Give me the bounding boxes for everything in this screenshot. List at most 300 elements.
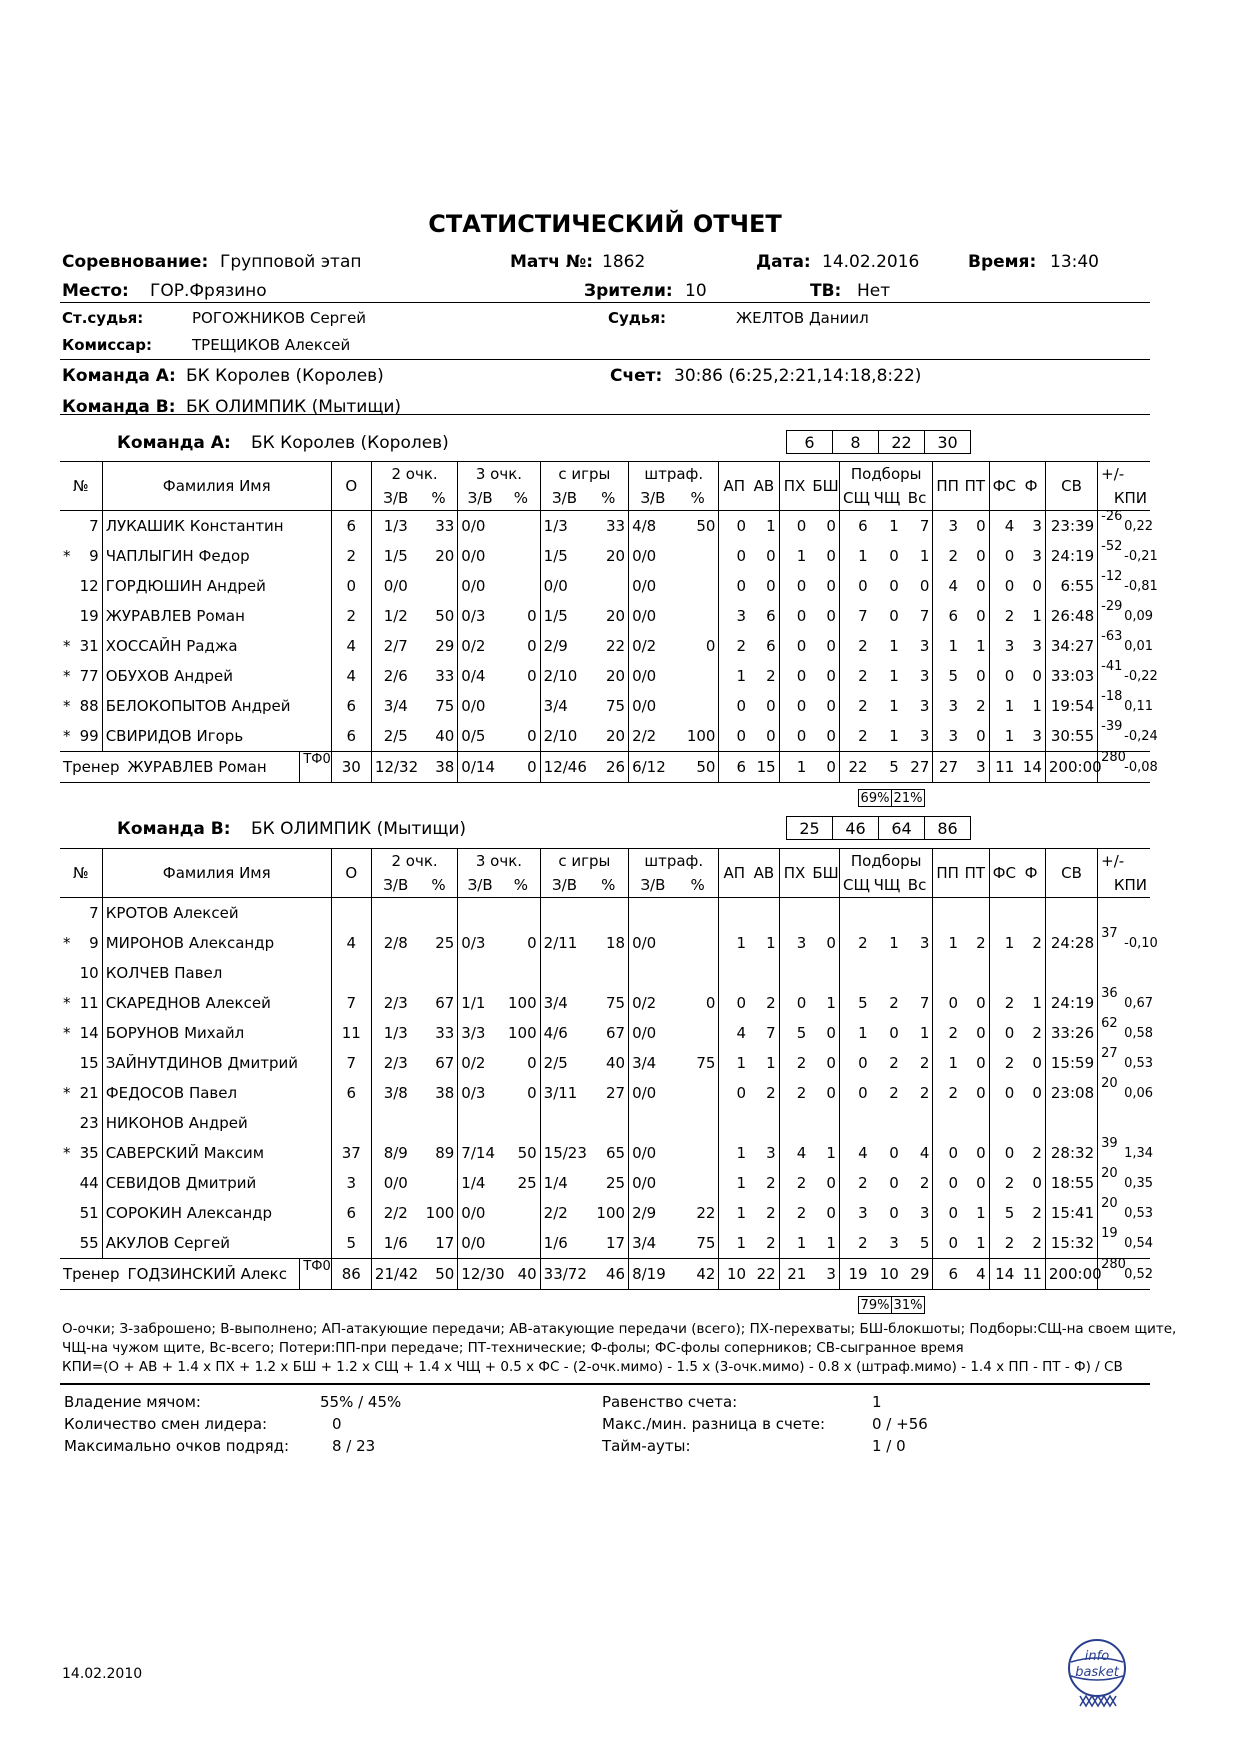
cell-fs — [989, 1108, 1017, 1138]
cell-bsh: 1 — [826, 994, 836, 1012]
team-b-section-name: БК ОЛИМПИК (Мытищи) — [251, 819, 467, 839]
cell-pft — [677, 898, 719, 929]
header-pct: % — [502, 873, 540, 898]
cell-sc: 6 — [839, 511, 870, 542]
team-b-quarter-scores — [786, 816, 970, 840]
cell-pts — [331, 958, 371, 988]
cell-m2: 3/8 — [371, 1078, 419, 1108]
cell-ap: 0 — [719, 511, 749, 542]
team-total-row — [60, 752, 1150, 783]
lead-changes-value: 0 — [332, 1415, 342, 1433]
cell-p2: 40 — [435, 727, 455, 745]
cell-vs: 2 — [919, 1054, 930, 1072]
cell-pfg: 25 — [605, 1174, 626, 1192]
cell-f: 2 — [1032, 934, 1042, 952]
cell-vs: 0 — [919, 577, 930, 595]
header-name: Фамилия Имя — [102, 462, 331, 511]
cell-mft — [629, 958, 677, 988]
total-px: 1 — [779, 752, 809, 783]
header-av: АВ — [749, 462, 779, 511]
header-no: № — [60, 849, 102, 898]
total-pp: 27 — [933, 752, 961, 783]
cell-p2: 67 — [435, 1054, 455, 1072]
cell-px — [779, 898, 809, 929]
cell-pfg — [588, 958, 628, 988]
player-number: 19 — [79, 607, 99, 625]
total-mfg: 12/46 — [540, 752, 588, 783]
header-3pt: 3 очк. — [458, 462, 540, 487]
cell-sc — [839, 1108, 870, 1138]
cell-m2: 3/4 — [371, 691, 419, 721]
cell-pp: 6 — [933, 601, 961, 631]
cell-m2: 1/3 — [371, 1018, 419, 1048]
tv-value: Нет — [857, 281, 891, 301]
kpi: -0,24 — [1124, 729, 1158, 744]
cell-p3: 0 — [527, 934, 537, 952]
cell-ap: 0 — [719, 541, 749, 571]
plus-minus: -39 — [1101, 719, 1123, 734]
total-bsh: 0 — [826, 758, 836, 776]
cell-ch: 2 — [889, 1084, 899, 1102]
cell-ch: 0 — [889, 1144, 899, 1162]
cell-av — [749, 1108, 779, 1138]
cell-m2: 8/9 — [371, 1138, 419, 1168]
cell-bsh: 0 — [826, 607, 836, 625]
cell-ap: 1 — [719, 661, 749, 691]
cell-p2: 29 — [435, 637, 455, 655]
cell-p3: 25 — [517, 1174, 537, 1192]
coach-label: Тренер — [63, 758, 120, 776]
cell-av: 0 — [766, 547, 776, 565]
header-oreb: СЩ — [839, 873, 870, 898]
cell-px: 1 — [779, 1228, 809, 1259]
kpi: 0,58 — [1124, 1026, 1154, 1041]
kpi: -0,22 — [1124, 669, 1158, 684]
cell-px: 2 — [779, 1168, 809, 1198]
cell-sv: 15:41 — [1045, 1198, 1097, 1228]
plus-minus: -26 — [1101, 509, 1123, 524]
tf-value: 0 — [322, 1259, 331, 1274]
cell-px: 2 — [779, 1048, 809, 1078]
cell-m3: 0/0 — [458, 541, 502, 571]
cell-p2 — [420, 1108, 458, 1138]
total-p2: 50 — [435, 1265, 455, 1283]
plus-minus: -63 — [1101, 629, 1123, 644]
header-made-att: З/В — [540, 873, 588, 898]
header-plus-minus: +/- — [1098, 462, 1150, 487]
header-2pt: 2 очк. — [371, 462, 457, 487]
cell-mft: 2/2 — [629, 721, 677, 752]
header-sv: СВ — [1045, 462, 1097, 511]
cell-vs — [902, 1108, 933, 1138]
cell-av: 7 — [766, 1024, 776, 1042]
cell-fs: 2 — [989, 988, 1017, 1018]
cell-pts: 0 — [331, 571, 371, 601]
cell-pt: 0 — [976, 517, 986, 535]
cell-pp — [933, 1108, 961, 1138]
cell-bsh — [809, 958, 839, 988]
cell-sv: 15:32 — [1045, 1228, 1097, 1259]
total-pp: 6 — [933, 1259, 961, 1290]
cell-no — [60, 631, 102, 661]
team-a-oreb-pct: 69% — [858, 789, 892, 807]
cell-fs: 2 — [989, 1168, 1017, 1198]
kpi: -0,81 — [1124, 579, 1158, 594]
total-bsh: 3 — [826, 1265, 836, 1283]
kpi: 0,22 — [1124, 519, 1154, 534]
cell-ch: 1 — [889, 697, 899, 715]
cell-f: 3 — [1032, 637, 1042, 655]
cell-px — [779, 958, 809, 988]
kpi: 1,34 — [1124, 1146, 1154, 1161]
player-number: 12 — [79, 577, 99, 595]
total-fs: 11 — [989, 752, 1017, 783]
cell-pft — [677, 1078, 719, 1108]
team-b-label: Команда В: — [62, 397, 176, 417]
cell-mfg: 3/4 — [540, 988, 588, 1018]
cell-pts: 6 — [331, 1198, 371, 1228]
cell-ch — [871, 898, 902, 929]
player-number: 88 — [79, 697, 99, 715]
cell-pp: 0 — [933, 1228, 961, 1259]
player-row — [60, 691, 1150, 721]
cell-p3: 100 — [508, 1024, 537, 1042]
quarter-score: 64 — [878, 816, 925, 840]
team-a-value: БК Королев (Королев) — [186, 366, 384, 386]
timeouts-value: 1 / 0 — [872, 1437, 906, 1455]
header-made-att: З/В — [371, 486, 419, 511]
cell-p3: 0 — [527, 727, 537, 745]
cell-p3: 100 — [508, 994, 537, 1012]
player-number: 9 — [89, 547, 99, 565]
cell-mfg: 2/2 — [540, 1198, 588, 1228]
cell-px: 1 — [779, 541, 809, 571]
total-pm — [1098, 1257, 1154, 1290]
cell-mfg: 2/5 — [540, 1048, 588, 1078]
cell-pts: 3 — [331, 1168, 371, 1198]
cell-mfg: 1/4 — [540, 1168, 588, 1198]
player-row — [60, 541, 1150, 571]
cell-pp: 1 — [933, 1048, 961, 1078]
header-sv: СВ — [1045, 849, 1097, 898]
starter-mark: * — [63, 1144, 71, 1162]
player-number: 9 — [89, 934, 99, 952]
chief-ref-label: Ст.судья: — [62, 309, 144, 327]
header-kpi: КПИ — [1098, 486, 1150, 511]
cell-sc: 1 — [839, 1018, 870, 1048]
cell-f: 0 — [1032, 1054, 1042, 1072]
cell-no — [60, 721, 102, 752]
header-made-att: З/В — [371, 873, 419, 898]
cell-pm — [1098, 1076, 1154, 1108]
cell-px: 0 — [779, 661, 809, 691]
cell-fs: 2 — [989, 1228, 1017, 1259]
cell-mft: 3/4 — [629, 1048, 677, 1078]
plus-minus: 280 — [1101, 750, 1126, 765]
cell-name: ЛУКАШИК Константин — [102, 511, 331, 542]
coach-cell — [60, 1259, 331, 1290]
cell-no — [60, 1138, 102, 1168]
cell-p3 — [502, 1228, 540, 1259]
cell-m3 — [458, 898, 502, 929]
header-av: АВ — [749, 849, 779, 898]
cell-p2: 75 — [435, 697, 455, 715]
cell-pts — [331, 898, 371, 929]
cell-p2: 20 — [435, 547, 455, 565]
cell-m3: 0/0 — [458, 1228, 502, 1259]
cell-f: 0 — [1032, 667, 1042, 685]
cell-p3 — [502, 1108, 540, 1138]
total-p2: 38 — [435, 758, 455, 776]
info-divider — [60, 302, 1150, 303]
cell-mfg: 4/6 — [540, 1018, 588, 1048]
quarter-score: 46 — [832, 816, 879, 840]
cell-m3: 0/3 — [458, 928, 502, 958]
spectators-value: 10 — [685, 281, 707, 301]
cell-ap: 0 — [719, 1078, 749, 1108]
kpi: 0,52 — [1124, 1267, 1154, 1282]
cell-p2: 33 — [435, 1024, 455, 1042]
cell-mfg: 15/23 — [540, 1138, 588, 1168]
header-pct: % — [677, 486, 719, 511]
player-row — [60, 1078, 1150, 1108]
cell-pts: 4 — [331, 928, 371, 958]
starter-mark: * — [63, 1024, 71, 1042]
player-row — [60, 958, 1150, 988]
cell-pt — [961, 1108, 989, 1138]
cell-pft — [677, 1018, 719, 1048]
legend-line-1: О-очки; З-заброшено; В-выполнено; АП-атакующие передачи; АВ-атакующие передачи (всего); ПХ-перехваты; БШ-блокшоты; Подборы:СЩ-на своем щите, — [62, 1321, 1177, 1337]
header-3pt: 3 очк. — [458, 849, 540, 874]
cell-sv: 18:55 — [1045, 1168, 1097, 1198]
cell-bsh: 0 — [826, 667, 836, 685]
cell-vs: 7 — [919, 607, 930, 625]
cell-sc — [839, 958, 870, 988]
cell-pft: 22 — [696, 1204, 716, 1222]
cell-pfg: 20 — [605, 547, 626, 565]
cell-m2: 2/3 — [371, 1048, 419, 1078]
cell-sc — [839, 898, 870, 929]
cell-m2 — [371, 1108, 419, 1138]
header-oreb: СЩ — [839, 486, 870, 511]
cell-pts: 6 — [331, 511, 371, 542]
date-value: 14.02.2016 — [822, 252, 920, 272]
cell-pt: 1 — [976, 1204, 986, 1222]
cell-ap: 1 — [719, 1228, 749, 1259]
match-value: 1862 — [602, 252, 646, 272]
player-number: 15 — [79, 1054, 99, 1072]
player-row — [60, 898, 1150, 929]
cell-m2: 2/6 — [371, 661, 419, 691]
cell-ch: 0 — [889, 1174, 899, 1192]
player-row — [60, 928, 1150, 958]
cell-pt: 0 — [976, 1144, 986, 1162]
cell-ch: 3 — [889, 1234, 899, 1252]
cell-name: БЕЛОКОПЫТОВ Андрей — [102, 691, 331, 721]
cell-fs: 0 — [989, 541, 1017, 571]
tf-label: ТФ — [303, 752, 323, 767]
cell-pm — [1098, 1108, 1150, 1138]
ties-label: Равенство счета: — [602, 1393, 738, 1411]
cell-no — [60, 1108, 102, 1138]
header-kpi: КПИ — [1098, 873, 1150, 898]
cell-m3: 3/3 — [458, 1018, 502, 1048]
header-ap: АП — [719, 462, 749, 511]
total-pts: 86 — [331, 1259, 371, 1290]
cell-pm — [1098, 1226, 1154, 1259]
cell-bsh: 0 — [826, 1204, 836, 1222]
header-made-att: З/В — [629, 486, 677, 511]
footer-date: 14.02.2010 — [62, 1666, 143, 1682]
player-row — [60, 1048, 1150, 1078]
info-divider-3 — [60, 414, 1150, 415]
plus-minus: 20 — [1101, 1196, 1118, 1211]
cell-sv: 26:48 — [1045, 601, 1097, 631]
cell-mft — [629, 898, 677, 929]
cell-pm — [1098, 986, 1154, 1018]
cell-ch: 0 — [889, 577, 899, 595]
cell-no — [60, 1168, 102, 1198]
total-f: 14 — [1022, 758, 1042, 776]
cell-mft: 0/0 — [629, 928, 677, 958]
player-row — [60, 1168, 1150, 1198]
cell-pfg: 20 — [605, 727, 626, 745]
cell-p3 — [502, 1198, 540, 1228]
cell-bsh: 0 — [826, 727, 836, 745]
cell-f — [1017, 898, 1045, 929]
cell-no — [60, 661, 102, 691]
cell-ch: 2 — [889, 994, 899, 1012]
cell-p2: 17 — [435, 1234, 455, 1252]
header-fg: с игры — [540, 462, 628, 487]
player-number: 14 — [79, 1024, 99, 1042]
cell-f — [1017, 958, 1045, 988]
player-row — [60, 1198, 1150, 1228]
cell-pp: 1 — [933, 928, 961, 958]
cell-pt — [961, 958, 989, 988]
cell-sc: 2 — [839, 1168, 870, 1198]
cell-pp — [933, 958, 961, 988]
cell-pfg — [588, 898, 628, 929]
chief-ref-value: РОГОЖНИКОВ Сергей — [192, 309, 367, 327]
cell-fs: 0 — [989, 661, 1017, 691]
player-row — [60, 1138, 1150, 1168]
cell-av: 1 — [766, 1054, 776, 1072]
cell-m3: 0/0 — [458, 571, 502, 601]
kpi: 0,67 — [1124, 996, 1154, 1011]
starter-mark: * — [63, 727, 71, 745]
header-made-att: З/В — [540, 486, 588, 511]
cell-name: ЗАЙНУТДИНОВ Дмитрий — [102, 1048, 331, 1078]
team-b-section-label: Команда В: — [117, 819, 231, 839]
cell-m2: 0/0 — [371, 571, 419, 601]
cell-pts — [331, 1108, 371, 1138]
header-made-att: З/В — [458, 873, 502, 898]
starter-mark: * — [63, 697, 71, 715]
cell-m3: 0/5 — [458, 721, 502, 752]
cell-name: БОРУНОВ Михайл — [102, 1018, 331, 1048]
plus-minus: 280 — [1101, 1257, 1126, 1272]
cell-f: 2 — [1032, 1144, 1042, 1162]
cell-f: 0 — [1032, 577, 1042, 595]
possession-label: Владение мячом: — [64, 1393, 201, 1411]
cell-pm — [1098, 719, 1158, 752]
total-pt: 4 — [976, 1265, 986, 1283]
cell-fs: 0 — [989, 571, 1017, 601]
player-number: 23 — [79, 1114, 99, 1132]
cell-mfg: 1/3 — [540, 511, 588, 542]
cell-m3: 7/14 — [458, 1138, 502, 1168]
kpi: -0,08 — [1124, 760, 1158, 775]
cell-fs: 2 — [989, 601, 1017, 631]
player-number: 44 — [79, 1174, 99, 1192]
total-ap: 6 — [719, 752, 749, 783]
cell-pft — [677, 661, 719, 691]
cell-m3: 0/0 — [458, 1198, 502, 1228]
cell-mfg: 2/9 — [540, 631, 588, 661]
cell-p3 — [502, 511, 540, 542]
cell-pfg: 17 — [605, 1234, 626, 1252]
cell-m3: 0/2 — [458, 631, 502, 661]
tech-fouls — [299, 1259, 330, 1289]
cell-pt: 2 — [976, 697, 986, 715]
total-mft: 6/12 — [629, 752, 677, 783]
header-plus-minus: +/- — [1098, 849, 1150, 874]
cell-pts: 4 — [331, 661, 371, 691]
cell-ch: 1 — [889, 934, 899, 952]
player-number: 35 — [79, 1144, 99, 1162]
header-pp: ПП — [933, 849, 961, 898]
lead-changes-label: Количество смен лидера: — [64, 1415, 268, 1433]
header-pct: % — [588, 486, 628, 511]
cell-m3: 0/3 — [458, 1078, 502, 1108]
cell-m2: 2/8 — [371, 928, 419, 958]
cell-sv — [1045, 958, 1097, 988]
cell-mft: 3/4 — [629, 1228, 677, 1259]
cell-p2: 33 — [435, 667, 455, 685]
cell-fs: 1 — [989, 721, 1017, 752]
starter-mark: * — [63, 934, 71, 952]
cell-m2: 2/7 — [371, 631, 419, 661]
commissioner-value: ТРЕЩИКОВ Алексей — [192, 336, 351, 354]
cell-ch: 2 — [889, 1054, 899, 1072]
cell-vs: 2 — [919, 1084, 930, 1102]
cell-pp: 0 — [933, 1168, 961, 1198]
cell-mft: 0/0 — [629, 1138, 677, 1168]
plus-minus: 39 — [1101, 1136, 1118, 1151]
cell-pt: 0 — [976, 994, 986, 1012]
total-p3: 40 — [517, 1265, 537, 1283]
cell-pft — [677, 691, 719, 721]
cell-pfg: 65 — [605, 1144, 626, 1162]
coach-name: ГОДЗИНСКИЙ Алекс — [127, 1265, 287, 1283]
cell-av: 2 — [766, 1204, 776, 1222]
cell-ap: 1 — [719, 1198, 749, 1228]
cell-name: САВЕРСКИЙ Максим — [102, 1138, 331, 1168]
coach-cell — [60, 752, 331, 783]
total-pfg: 46 — [605, 1265, 626, 1283]
player-row — [60, 601, 1150, 631]
cell-no — [60, 1228, 102, 1259]
cell-sc: 3 — [839, 1198, 870, 1228]
cell-p3 — [502, 541, 540, 571]
total-mft: 8/19 — [629, 1259, 677, 1290]
cell-vs: 7 — [919, 517, 930, 535]
cell-pt: 1 — [976, 1234, 986, 1252]
cell-ch: 0 — [889, 1204, 899, 1222]
cell-p3: 0 — [527, 637, 537, 655]
quarter-score: 25 — [786, 816, 833, 840]
